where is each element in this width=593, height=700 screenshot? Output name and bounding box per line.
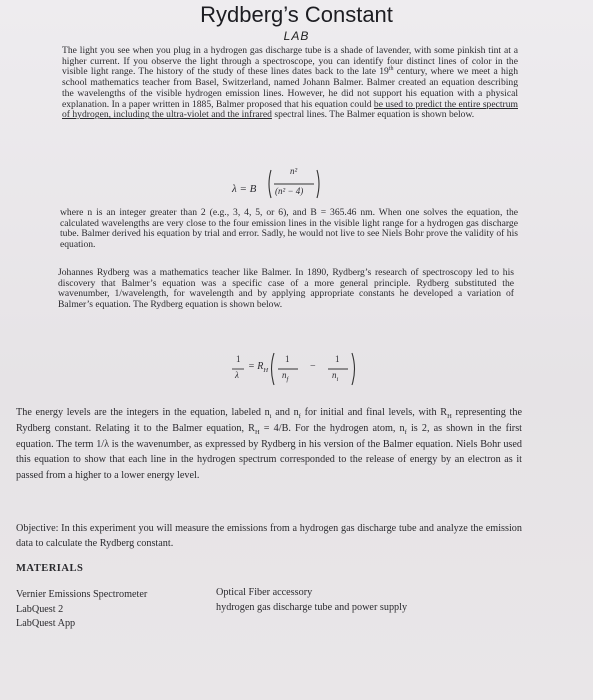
minus-sign: −	[310, 361, 316, 372]
rydberg-paragraph: Johannes Rydberg was a mathematics teacher like Balmer. In 1890, Rydberg’s research of spectroscopy led to his discovery that Balmer’s equation was a specific case of a more general principle. Rydberg substituted the wavenumber, 1/wavelength, for wavelength and by applying appropriate constants he developed a variation of Balmer’s equation. The Rydberg equation is shown below.	[58, 267, 514, 311]
material-item: hydrogen gas discharge tube and power supply	[216, 601, 408, 613]
balmer-numerator: n²	[290, 166, 298, 176]
materials-list-left	[16, 588, 147, 632]
page-subtitle: LAB	[283, 29, 310, 43]
term-one-numerator: 1	[285, 354, 290, 364]
material-item: Vernier Emissions Spectrometer	[16, 589, 148, 600]
materials-heading: MATERIALS	[16, 563, 84, 574]
intro-paragraph: The light you see when you plug in a hydrogen gas discharge tube is a shade of lavender, with some pinkish tint at a higher current. If you observe the light through a spectroscope, you can identify four distinct lines of color in the visible light range. The history of the study of these lines dates back to the late 19th century, where we meet a high school mathematics teacher from Basel, Switzerland, named Johann Balmer. Balmer created an equation describing the wavelengths of the visible hydrogen emission lines. However, he did not support his equation with a physical explanation. In a paper written in 1885, Balmer proposed that his equation could be used to predict the entire spectrum of hydrogen, including the ultra-violet and the infrared spectral lines. The Balmer equation is shown below.	[62, 45, 518, 121]
materials-list-right	[216, 586, 407, 615]
objective-paragraph: Objective: In this experiment you will measure the emissions from a hydrogen gas discharge tube and analyze the emission data to calculate the Rydberg constant.	[16, 523, 522, 549]
term-one-denominator: $n_f$	[282, 370, 289, 383]
underlined-phrase: be used to predict the entire spectrum of hydrogen, including the ultra-violet and the infrared	[62, 98, 518, 121]
material-item: Optical Fiber accessory	[216, 587, 313, 598]
balmer-paragraph: where n is an integer greater than 2 (e.g., 3, 4, 5, or 6), and B = 365.46 nm. When one solves the equation, the calculated wavelengths are very close to the four emission lines in the visible light range for a hydrogen gas discharge tube. Balmer derived his equation by trial and error. Sadly, he would not live to see Niels Bohr prove the validity of his equation.	[60, 207, 518, 251]
rydberg-lhs-numerator: 1	[236, 354, 241, 364]
rydberg-constant-symbol: = $R_H$	[248, 361, 269, 374]
material-item: LabQuest App	[16, 618, 76, 629]
material-item: LabQuest 2	[16, 603, 64, 615]
energy-levels-paragraph: The energy levels are the integers in the equation, labeled $n_i$ and $n_f$ for initial and final levels, with $R_H$ representing the Rydberg constant. Relating it to the Balmer equation, $R_H = 4/B$. For the hydrogen atom, $n_f$ is 2, as shown in the first equation. The term 1/λ is the wavenumber, as expressed by Rydberg in his version of the Balmer equation. Niels Bohr used this equation to show that each line in the hydrogen spectrum corresponded to the release of energy by an electron as it passed from a higher to a lower energy level.	[16, 407, 522, 482]
balmer-lhs: λ = B	[232, 183, 257, 195]
term-two-denominator: $n_i$	[332, 370, 339, 383]
balmer-denominator: (n² − 4)	[275, 186, 304, 196]
term-two-numerator: 1	[335, 354, 340, 364]
page-title: Rydberg’s Constant	[200, 2, 393, 27]
rydberg-lhs-denominator: λ	[235, 370, 239, 380]
